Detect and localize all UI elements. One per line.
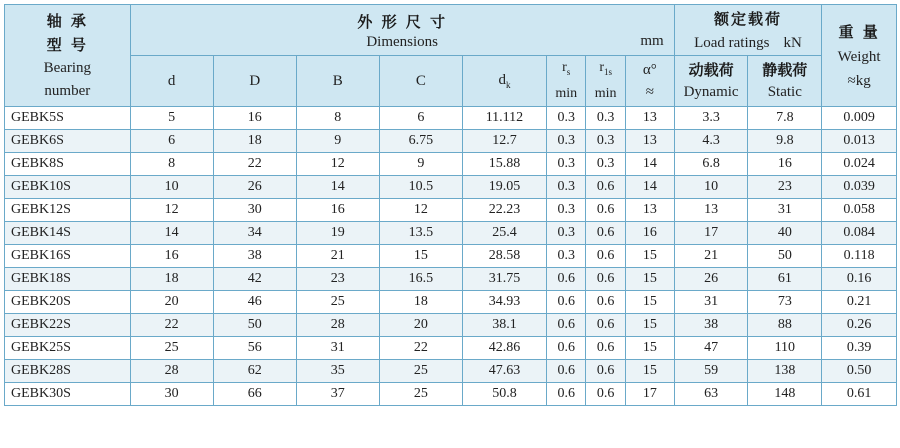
cell-weight: 0.16 — [822, 268, 897, 291]
cell-bearing-number: GEBK22S — [5, 314, 131, 337]
cell-C: 25 — [379, 360, 462, 383]
col-header-d: d — [130, 56, 213, 107]
cell-bearing-number: GEBK12S — [5, 199, 131, 222]
dynamic-en: Dynamic — [683, 84, 739, 100]
table-row — [5, 360, 897, 383]
cell-bearing-number: GEBK8S — [5, 153, 131, 176]
cell-B: 35 — [296, 360, 379, 383]
load-ratings-cn: 额定载荷 — [713, 10, 782, 28]
cell-D: 30 — [213, 199, 296, 222]
cell-dk: 38.1 — [462, 314, 546, 337]
cell-B: 37 — [296, 383, 379, 406]
cell-rs-min: 0.6 — [546, 291, 585, 314]
cell-rs-min: 0.3 — [546, 130, 585, 153]
cell-alpha: 14 — [625, 176, 674, 199]
cell-dynamic-load: 6.8 — [674, 153, 748, 176]
cell-rs-min: 0.6 — [546, 383, 585, 406]
cell-bearing-number: GEBK14S — [5, 222, 131, 245]
col-header-rs — [546, 56, 585, 107]
cell-dynamic-load: 10 — [674, 176, 748, 199]
load-ratings-unit: kN — [783, 35, 802, 51]
cell-C: 6.75 — [379, 130, 462, 153]
cell-C: 12 — [379, 199, 462, 222]
cell-dynamic-load: 63 — [674, 383, 748, 406]
cell-r1s-min: 0.6 — [586, 337, 625, 360]
cell-D: 22 — [213, 153, 296, 176]
cell-static-load: 138 — [748, 360, 822, 383]
col-header-C: C — [379, 56, 462, 107]
cell-alpha: 13 — [625, 199, 674, 222]
cell-static-load: 40 — [748, 222, 822, 245]
cell-weight: 0.024 — [822, 153, 897, 176]
cell-alpha: 13 — [625, 130, 674, 153]
cell-dynamic-load: 3.3 — [674, 107, 748, 130]
cell-static-load: 31 — [748, 199, 822, 222]
cell-B: 23 — [296, 268, 379, 291]
cell-alpha: 15 — [625, 360, 674, 383]
cell-weight: 0.013 — [822, 130, 897, 153]
col-header-rs-min: min — [555, 85, 578, 101]
cell-weight: 0.118 — [822, 245, 897, 268]
cell-dynamic-load: 21 — [674, 245, 748, 268]
cell-dk: 11.112 — [462, 107, 546, 130]
weight-unit: ≈kg — [847, 72, 871, 89]
cell-rs-min: 0.3 — [546, 199, 585, 222]
col-header-dynamic — [674, 56, 748, 107]
cell-rs-min: 0.6 — [546, 268, 585, 291]
cell-dynamic-load: 47 — [674, 337, 748, 360]
cell-r1s-min: 0.6 — [586, 176, 625, 199]
table-body — [5, 107, 897, 406]
cell-dk: 19.05 — [462, 176, 546, 199]
table-row — [5, 291, 897, 314]
cell-dynamic-load: 17 — [674, 222, 748, 245]
cell-dk: 15.88 — [462, 153, 546, 176]
cell-dk: 12.7 — [462, 130, 546, 153]
cell-weight: 0.26 — [822, 314, 897, 337]
cell-B: 28 — [296, 314, 379, 337]
cell-C: 20 — [379, 314, 462, 337]
dynamic-cn: 动载荷 — [688, 61, 734, 79]
bearing-number-header — [5, 5, 131, 107]
cell-rs-min: 0.6 — [546, 360, 585, 383]
cell-d: 16 — [130, 245, 213, 268]
table-header — [5, 5, 897, 107]
cell-dynamic-load: 38 — [674, 314, 748, 337]
col-header-B: B — [296, 56, 379, 107]
cell-bearing-number: GEBK6S — [5, 130, 131, 153]
cell-alpha: 15 — [625, 245, 674, 268]
cell-dk: 31.75 — [462, 268, 546, 291]
cell-weight: 0.21 — [822, 291, 897, 314]
cell-D: 26 — [213, 176, 296, 199]
cell-weight: 0.009 — [822, 107, 897, 130]
cell-alpha: 15 — [625, 268, 674, 291]
cell-dk: 47.63 — [462, 360, 546, 383]
bearing-number-en-line2: number — [44, 82, 91, 99]
table-row — [5, 314, 897, 337]
cell-static-load: 7.8 — [748, 107, 822, 130]
cell-alpha: 15 — [625, 291, 674, 314]
cell-D: 46 — [213, 291, 296, 314]
load-ratings-en: Load ratings — [694, 35, 770, 51]
cell-B: 21 — [296, 245, 379, 268]
cell-alpha: 17 — [625, 383, 674, 406]
cell-d: 25 — [130, 337, 213, 360]
cell-bearing-number: GEBK25S — [5, 337, 131, 360]
cell-B: 31 — [296, 337, 379, 360]
cell-dynamic-load: 59 — [674, 360, 748, 383]
cell-d: 6 — [130, 130, 213, 153]
cell-r1s-min: 0.3 — [586, 130, 625, 153]
weight-cn: 重 量 — [838, 22, 880, 41]
bearing-spec-table — [4, 4, 897, 406]
cell-r1s-min: 0.6 — [586, 245, 625, 268]
cell-d: 30 — [130, 383, 213, 406]
cell-static-load: 148 — [748, 383, 822, 406]
cell-alpha: 15 — [625, 314, 674, 337]
cell-r1s-min: 0.3 — [586, 107, 625, 130]
cell-B: 9 — [296, 130, 379, 153]
cell-C: 10.5 — [379, 176, 462, 199]
cell-alpha: 16 — [625, 222, 674, 245]
table-row — [5, 199, 897, 222]
cell-B: 19 — [296, 222, 379, 245]
cell-D: 62 — [213, 360, 296, 383]
cell-static-load: 110 — [748, 337, 822, 360]
cell-r1s-min: 0.6 — [586, 199, 625, 222]
cell-d: 18 — [130, 268, 213, 291]
cell-dk: 25.4 — [462, 222, 546, 245]
cell-B: 12 — [296, 153, 379, 176]
cell-bearing-number: GEBK20S — [5, 291, 131, 314]
cell-r1s-min: 0.6 — [586, 268, 625, 291]
cell-bearing-number: GEBK30S — [5, 383, 131, 406]
cell-rs-min: 0.6 — [546, 337, 585, 360]
table-row — [5, 130, 897, 153]
cell-C: 13.5 — [379, 222, 462, 245]
cell-C: 22 — [379, 337, 462, 360]
cell-C: 16.5 — [379, 268, 462, 291]
cell-rs-min: 0.3 — [546, 153, 585, 176]
cell-D: 42 — [213, 268, 296, 291]
col-header-r1s-sub: 1s — [603, 66, 612, 77]
cell-bearing-number: GEBK16S — [5, 245, 131, 268]
cell-bearing-number: GEBK5S — [5, 107, 131, 130]
cell-d: 5 — [130, 107, 213, 130]
cell-d: 10 — [130, 176, 213, 199]
cell-B: 14 — [296, 176, 379, 199]
col-header-dk — [462, 56, 546, 107]
dimensions-unit: mm — [640, 33, 664, 49]
cell-d: 14 — [130, 222, 213, 245]
cell-dk: 50.8 — [462, 383, 546, 406]
cell-D: 16 — [213, 107, 296, 130]
cell-r1s-min: 0.6 — [586, 360, 625, 383]
cell-static-load: 73 — [748, 291, 822, 314]
cell-d: 8 — [130, 153, 213, 176]
col-header-dk-sub: k — [505, 80, 511, 90]
cell-D: 50 — [213, 314, 296, 337]
cell-static-load: 9.8 — [748, 130, 822, 153]
cell-D: 66 — [213, 383, 296, 406]
cell-weight: 0.084 — [822, 222, 897, 245]
bearing-number-cn-line1: 轴 承 — [46, 11, 88, 30]
cell-r1s-min: 0.6 — [586, 314, 625, 337]
table-row — [5, 107, 897, 130]
cell-rs-min: 0.6 — [546, 314, 585, 337]
cell-static-load: 23 — [748, 176, 822, 199]
cell-C: 9 — [379, 153, 462, 176]
col-header-r1s-main: r — [599, 60, 604, 76]
cell-weight: 0.39 — [822, 337, 897, 360]
cell-static-load: 16 — [748, 153, 822, 176]
cell-alpha: 15 — [625, 337, 674, 360]
cell-static-load: 50 — [748, 245, 822, 268]
dimensions-en: Dimensions — [366, 34, 439, 50]
col-header-r1s-min: min — [594, 85, 617, 101]
cell-rs-min: 0.3 — [546, 222, 585, 245]
bearing-number-en-line1: Bearing — [43, 59, 92, 76]
cell-bearing-number: GEBK28S — [5, 360, 131, 383]
cell-alpha: 14 — [625, 153, 674, 176]
col-header-dk-main: d — [498, 72, 506, 88]
cell-r1s-min: 0.3 — [586, 153, 625, 176]
cell-dk: 34.93 — [462, 291, 546, 314]
bearing-number-cn-line2: 型 号 — [46, 35, 88, 54]
cell-d: 28 — [130, 360, 213, 383]
cell-D: 34 — [213, 222, 296, 245]
table-row — [5, 245, 897, 268]
cell-C: 15 — [379, 245, 462, 268]
cell-D: 18 — [213, 130, 296, 153]
cell-weight: 0.058 — [822, 199, 897, 222]
col-header-D: D — [213, 56, 296, 107]
cell-dynamic-load: 26 — [674, 268, 748, 291]
cell-rs-min: 0.3 — [546, 176, 585, 199]
cell-alpha: 13 — [625, 107, 674, 130]
cell-d: 12 — [130, 199, 213, 222]
dimensions-header — [130, 5, 674, 56]
cell-bearing-number: GEBK18S — [5, 268, 131, 291]
cell-B: 8 — [296, 107, 379, 130]
table-row — [5, 337, 897, 360]
col-header-r1s — [586, 56, 625, 107]
weight-en: Weight — [837, 48, 881, 65]
static-en: Static — [767, 84, 802, 100]
cell-weight: 0.039 — [822, 176, 897, 199]
dimensions-cn: 外 形 尺 寸 — [357, 13, 448, 31]
cell-static-load: 88 — [748, 314, 822, 337]
cell-dk: 42.86 — [462, 337, 546, 360]
cell-C: 6 — [379, 107, 462, 130]
col-header-alpha — [625, 56, 674, 107]
cell-weight: 0.50 — [822, 360, 897, 383]
cell-d: 20 — [130, 291, 213, 314]
cell-C: 18 — [379, 291, 462, 314]
cell-dynamic-load: 4.3 — [674, 130, 748, 153]
cell-r1s-min: 0.6 — [586, 222, 625, 245]
cell-C: 25 — [379, 383, 462, 406]
cell-rs-min: 0.3 — [546, 107, 585, 130]
cell-rs-min: 0.3 — [546, 245, 585, 268]
cell-r1s-min: 0.6 — [586, 291, 625, 314]
col-header-static — [748, 56, 822, 107]
col-header-alpha-symbol: α° — [642, 62, 657, 78]
table-row — [5, 176, 897, 199]
weight-header — [822, 5, 897, 107]
col-header-rs-main: r — [562, 60, 567, 76]
cell-dk: 22.23 — [462, 199, 546, 222]
cell-weight: 0.61 — [822, 383, 897, 406]
cell-r1s-min: 0.6 — [586, 383, 625, 406]
cell-dynamic-load: 13 — [674, 199, 748, 222]
col-header-alpha-approx: ≈ — [645, 84, 654, 100]
load-ratings-header — [674, 5, 821, 56]
cell-static-load: 61 — [748, 268, 822, 291]
cell-D: 38 — [213, 245, 296, 268]
cell-B: 25 — [296, 291, 379, 314]
cell-B: 16 — [296, 199, 379, 222]
cell-dynamic-load: 31 — [674, 291, 748, 314]
table-row — [5, 383, 897, 406]
col-header-rs-sub: s — [566, 66, 571, 77]
cell-D: 56 — [213, 337, 296, 360]
table-row — [5, 153, 897, 176]
cell-d: 22 — [130, 314, 213, 337]
table-row — [5, 222, 897, 245]
cell-bearing-number: GEBK10S — [5, 176, 131, 199]
cell-dk: 28.58 — [462, 245, 546, 268]
static-cn: 静载荷 — [762, 61, 808, 79]
table-row — [5, 268, 897, 291]
